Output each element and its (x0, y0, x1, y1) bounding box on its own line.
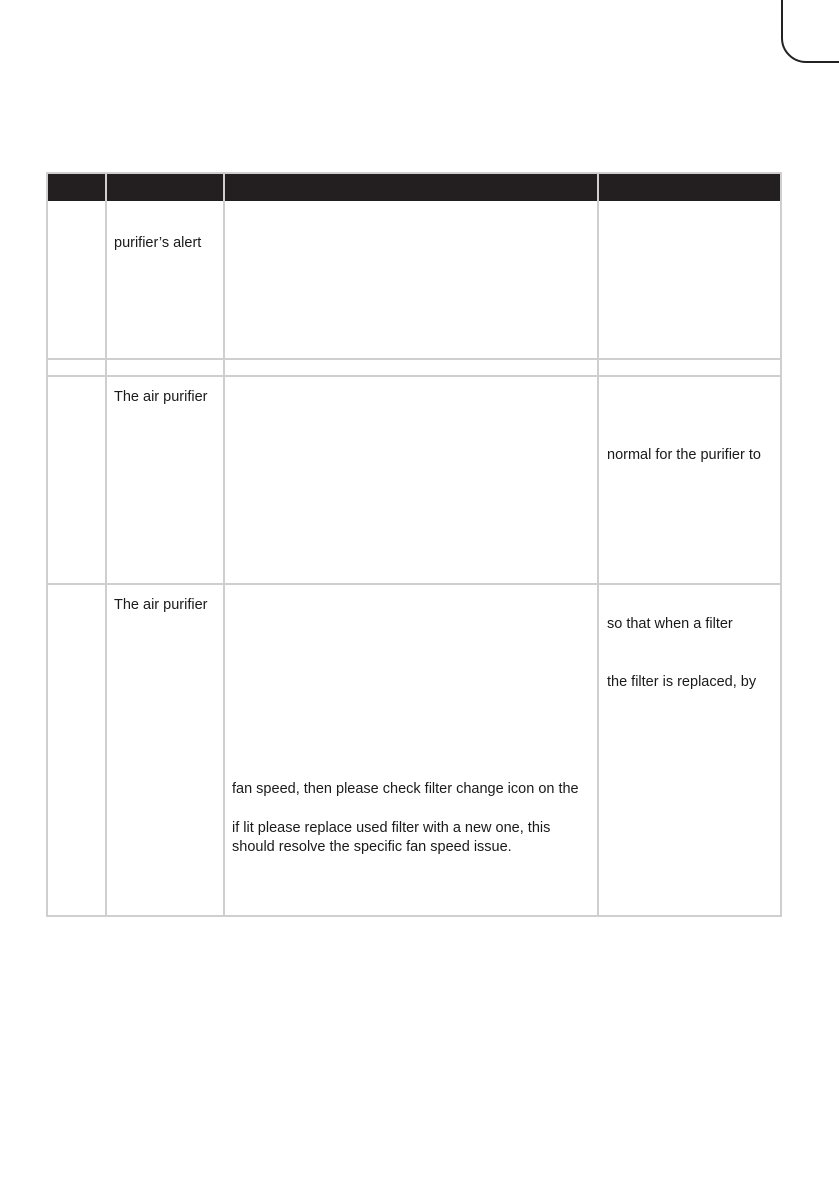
column-divider (223, 201, 225, 915)
row-3-solution-text: normal for the purifier to (607, 447, 761, 463)
row-divider (48, 583, 780, 585)
header-cell-no (48, 174, 107, 201)
row-3-problem-text: The air purifier (114, 389, 208, 405)
table-header-row (48, 174, 780, 201)
row-4-cause-text-2: if lit please replace used filter with a new one, this (232, 820, 551, 836)
row-4-problem-text: The air purifier (114, 597, 208, 613)
row-4-cause-text-3: should resolve the specific fan speed issue. (232, 839, 512, 855)
crop-mark-corner (0, 0, 839, 80)
column-divider (597, 201, 599, 915)
header-cell-problem (107, 174, 225, 201)
troubleshooting-table (46, 172, 782, 917)
row-4-solution-text-2: the filter is replaced, by (607, 674, 757, 690)
row-4-solution-text-1: so that when a filter (607, 616, 733, 632)
header-cell-solution (599, 174, 782, 201)
row-1-problem-text: purifier’s alert (114, 235, 202, 251)
header-cell-cause (225, 174, 599, 201)
row-4-cause-text-1: fan speed, then please check filter change icon on the (232, 781, 579, 797)
column-divider (105, 201, 107, 915)
row-divider (48, 358, 780, 360)
row-divider (48, 375, 780, 377)
